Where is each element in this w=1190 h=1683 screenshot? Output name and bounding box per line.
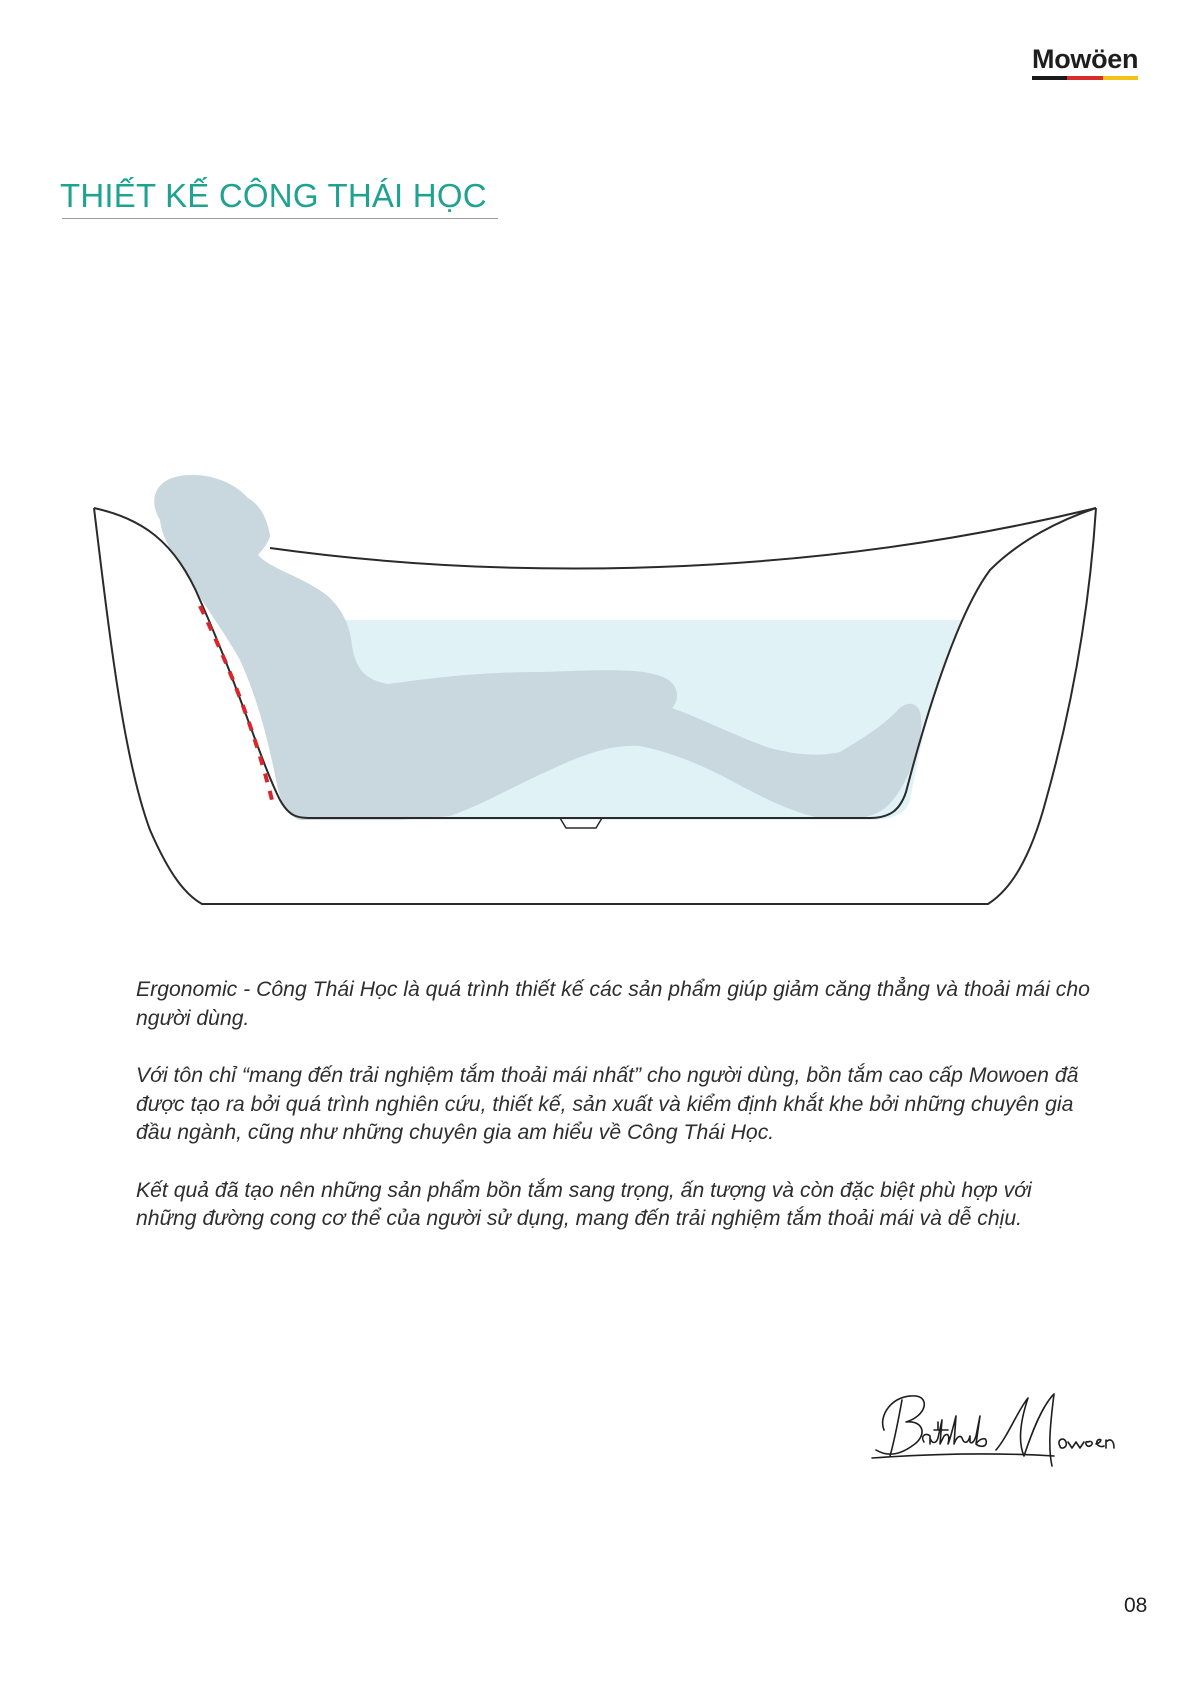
page-number: 08 bbox=[1124, 1594, 1148, 1617]
paragraph-1: Ergonomic - Công Thái Học là quá trình thiết kế các sản phẩm giúp giảm căng thẳng và thoải mái cho người dùng. bbox=[136, 978, 1090, 1030]
brand-name: Mowöen bbox=[1032, 44, 1139, 74]
signature-bathtub-mowoen bbox=[868, 1386, 1148, 1482]
page-title: THIẾT KẾ CÔNG THÁI HỌC bbox=[60, 177, 487, 214]
body-text bbox=[136, 976, 1096, 1263]
paragraph-3: Kết quả đã tạo nên những sản phẩm bồn tắm sang trọng, ấn tượng và còn đặc biệt phù hợp với những đường cong cơ thể của người sử dụng, mang đến trải nghiệm tắm thoải mái và dễ chịu. bbox=[136, 1178, 1032, 1230]
paragraph-2: Với tôn chỉ “mang đến trải nghiệm tắm thoải mái nhất” cho người dùng, bồn tắm cao cấp Mowoen đã được tạo ra bởi quá trình nghiên cứu, thiết kế, sản xuất và kiểm định khắt khe bởi những chuyên gia đầu ngành, cũng như những chuyên gia am hiểu về Công Thái Học. bbox=[136, 1064, 1079, 1144]
